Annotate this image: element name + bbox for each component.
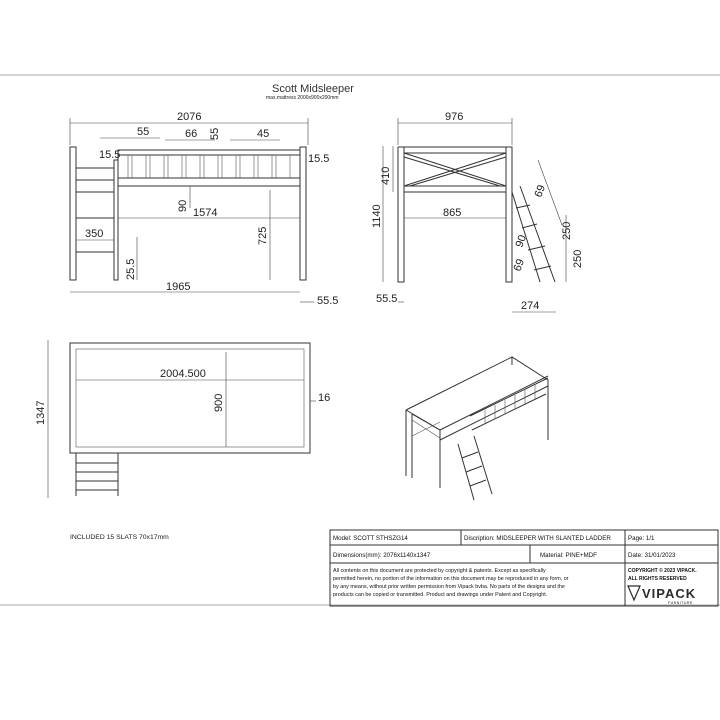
dim-side-rail-height: 410: [380, 166, 392, 185]
vipack-logo-icon: [628, 586, 640, 600]
iso-ladder-rail: [474, 436, 492, 494]
rail-slats: [128, 155, 290, 178]
top-inner-frame: [76, 349, 304, 447]
isometric-view: [406, 357, 548, 500]
vipack-logo-subtext: FURNITURE: [668, 601, 693, 605]
tb-legal-2: permitted herein, no portion of the information on this document may be reproduced in any form, or: [333, 576, 569, 582]
dim-front-overall-width: 2076: [177, 111, 202, 123]
side-left-post: [398, 147, 404, 282]
side-right-post: [506, 147, 512, 282]
drawing-subtitle: max.mattress 2000x900x200mm: [266, 95, 339, 101]
dim-side-angle-c: 90: [513, 233, 530, 250]
dim-front-foot-height: 25.5: [125, 258, 137, 280]
dim-front-inner-length: 1574: [193, 207, 218, 219]
dim-side-inner-width: 865: [443, 207, 462, 219]
dim-side-total-height: 1140: [371, 204, 383, 228]
iso-rail: [470, 378, 548, 416]
dim-front-rail-height: 90: [177, 199, 189, 212]
dim-front-rail-right: 15.5: [308, 153, 330, 165]
dim-front-gap-right: 45: [257, 128, 270, 140]
vipack-logo-text: VIPACK: [642, 586, 697, 601]
dim-front-offset: 55.5: [317, 295, 339, 307]
dim-front-ladder-width: 350: [85, 228, 104, 240]
dim-side-angle-b: 69: [511, 257, 528, 274]
dim-top-inner-length: 2004.500: [160, 368, 206, 380]
tb-page: Page: 1/1: [628, 535, 655, 542]
iso-rail: [440, 386, 548, 440]
tb-date: Date: 31/01/2023: [628, 552, 676, 559]
dim-side-angle-a: 69: [532, 183, 549, 200]
side-view: [371, 111, 584, 312]
tb-model: Model: SCOTT STHSZG14: [333, 535, 408, 542]
dim-side-step-upper: 250: [561, 221, 573, 240]
tb-dimensions: Dimensions(mm): 2076x1140x1347: [333, 552, 431, 559]
iso-cross: [412, 422, 440, 436]
iso-rail: [440, 376, 548, 430]
tb-description: Discription: MIDSLEEPER WITH SLANTED LADDER: [464, 535, 611, 542]
dim-side-overall-width: 976: [445, 111, 464, 123]
slats-note: INCLUDED 15 SLATS 70x17mm: [70, 534, 169, 541]
dim-top-overall-depth: 1347: [35, 400, 47, 425]
dim-front-gap-mid2: 55: [209, 127, 221, 140]
tb-material: Material: PINE+MDF: [540, 552, 597, 559]
iso-ladder-step: [462, 452, 478, 458]
dim-side-step-lower: 250: [572, 249, 584, 268]
front-view: [70, 111, 338, 307]
iso-ladder-step: [466, 466, 482, 472]
dim-front-deck-height: 725: [257, 226, 269, 245]
top-view: [35, 340, 330, 498]
iso-rail: [472, 394, 546, 430]
iso-rail: [412, 414, 440, 430]
dim-top-inner-width: 900: [213, 393, 225, 412]
iso-ladder-step: [470, 480, 486, 486]
front-ladder-post: [114, 160, 118, 280]
front-left-post: [70, 147, 76, 280]
dim-front-rail-left: 15.5: [99, 149, 121, 161]
vipack-logo: [628, 586, 696, 605]
iso-post: [406, 410, 440, 488]
dim-side-offset: 55.5: [376, 293, 398, 305]
dim-top-offset: 16: [318, 392, 331, 404]
front-right-post: [300, 147, 306, 280]
drawing-title: Scott Midsleeper: [272, 83, 354, 95]
tb-copyright-2: ALL RIGHTS RESERVED: [628, 576, 687, 582]
tb-copyright-1: COPYRIGHT © 2023 VIPACK.: [628, 568, 697, 574]
dim-side-ladder-depth: 274: [521, 300, 540, 312]
tb-legal-1: All contents on this document are protected by copyright & patents. Except as specifically: [333, 568, 546, 574]
dim-front-gap-left: 55: [137, 126, 150, 138]
dim-front-gap-mid: 66: [185, 128, 198, 140]
tb-legal-3: by any means, without prior written permission from Vipack bvba. No parts of the designs and the: [333, 584, 565, 590]
tb-legal-4: products can be copied or transmitted. Product and drawings under Patent and Copyright.: [333, 592, 548, 598]
top-view-frame: [70, 343, 310, 453]
dim-front-base-width: 1965: [166, 281, 191, 293]
ladder-step: [534, 266, 551, 270]
title-block: [330, 530, 718, 606]
